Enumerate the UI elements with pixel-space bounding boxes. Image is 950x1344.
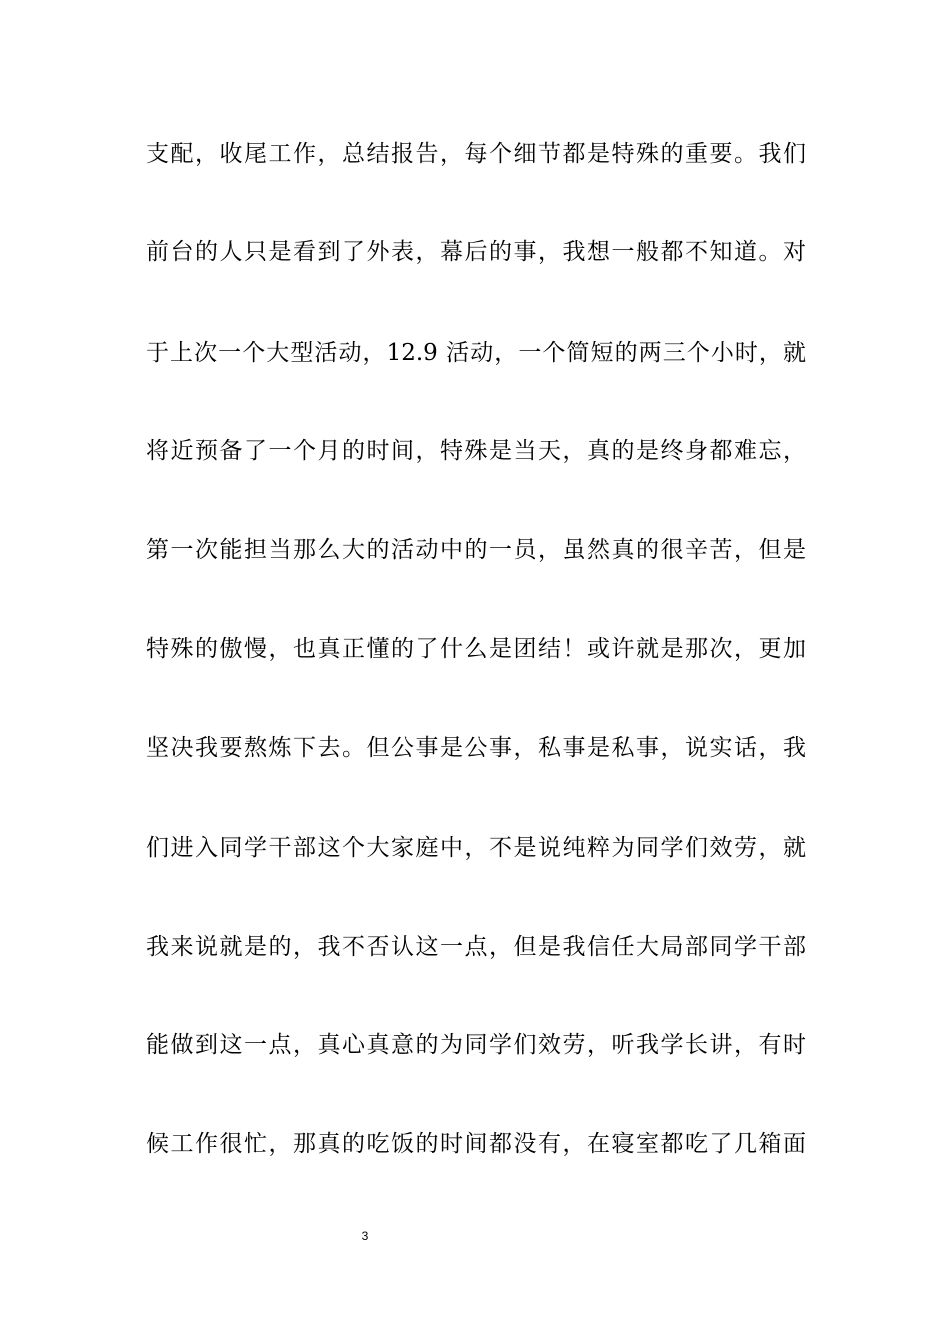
body-text-line: 将近预备了一个月的时间，特殊是当天，真的是终身都难忘， — [146, 438, 806, 464]
page-number: 3 — [361, 1229, 369, 1243]
body-text-line: 第一次能担当那么大的活动中的一员，虽然真的很辛苦，但是 — [146, 537, 806, 563]
body-text-line: 特殊的傲慢，也真正懂的了什么是团结！或许就是那次，更加 — [146, 636, 806, 662]
body-text-line: 我来说就是的，我不否认这一点，但是我信任大局部同学干部 — [146, 934, 806, 960]
body-text-line: 能做到这一点，真心真意的为同学们效劳，听我学长讲，有时 — [146, 1032, 806, 1058]
body-text-line: 坚决我要熬炼下去。但公事是公事，私事是私事，说实话，我 — [146, 735, 806, 761]
body-text-line: 们进入同学干部这个大家庭中，不是说纯粹为同学们效劳，就 — [146, 835, 806, 861]
body-text-line: 于上次一个大型活动，12.9 活动，一个简短的两三个小时，就 — [146, 340, 806, 366]
body-text-line: 候工作很忙，那真的吃饭的时间都没有，在寝室都吃了几箱面 — [146, 1131, 806, 1157]
body-text-line: 前台的人只是看到了外表，幕后的事，我想一般都不知道。对 — [146, 239, 806, 265]
body-text-line: 支配，收尾工作，总结报告，每个细节都是特殊的重要。我们 — [146, 141, 806, 167]
